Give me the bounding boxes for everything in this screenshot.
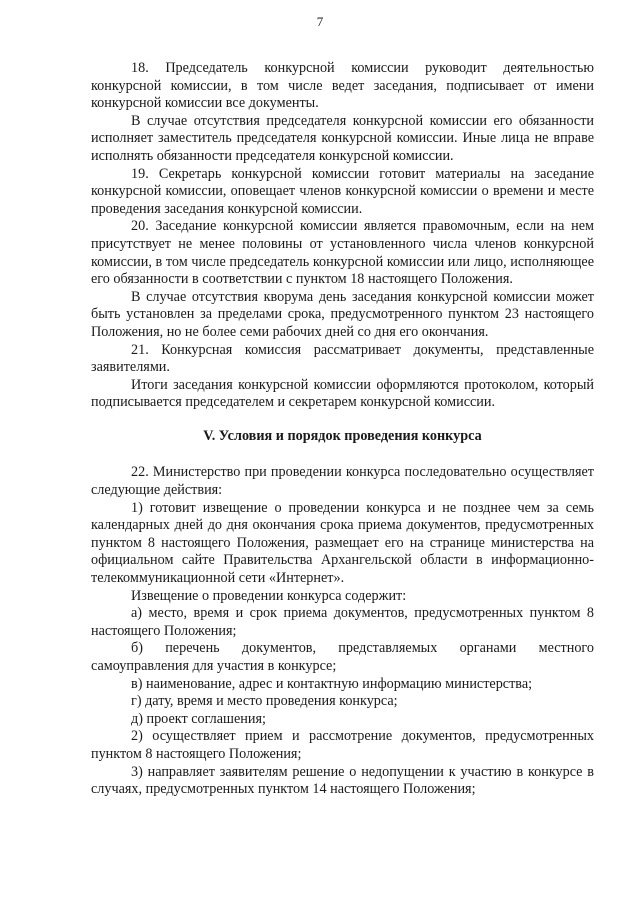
- paragraph: 3) направляет заявителям решение о недопущении к участию в конкурсе в случаях, предусмотренных пунктом 14 настоящего Положения;: [91, 763, 594, 798]
- list-item: б) перечень документов, представляемых органами местного самоуправления для участия в конкурсе;: [91, 640, 594, 674]
- page-number: 7: [316, 14, 324, 29]
- section-heading: V. Условия и порядок проведения конкурса: [203, 427, 482, 444]
- paragraph: В случае отсутствия председателя конкурсной комиссии его обязанности исполняет заместитель председателя конкурсной комиссии. Иные лица не вправе исполнять обязанности председателя конкурсной комиссии.: [91, 112, 594, 164]
- paragraph: 2) осуществляет прием и рассмотрение документов, предусмотренных пунктом 8 настоящего Положения;: [91, 728, 594, 762]
- paragraph: 19. Секретарь конкурсной комиссии готовит материалы на заседание конкурсной комиссии, оповещает членов конкурсной комиссии о времени и месте проведения заседания конкурсной комиссии.: [91, 165, 594, 217]
- list-item: д) проект соглашения;: [131, 710, 266, 727]
- paragraph: 1) готовит извещение о проведении конкурса и не позднее чем за семь календарных дней до дня окончания срока приема документов, предусмотренных пунктом 8 настоящего Положения, размещает его на странице министерства на официальном сайте Правительства Архангельской области в информационно-телекоммуникационной сети «Интернет».: [91, 499, 594, 587]
- paragraph: 22. Министерство при проведении конкурса последовательно осуществляет следующие действия:: [91, 464, 594, 499]
- paragraph: Итоги заседания конкурсной комиссии оформляются протоколом, который подписывается председателем и секретарем конкурсной комиссии.: [91, 376, 594, 411]
- list-item: а) место, время и срок приема документов, предусмотренных пунктом 8 настоящего Положения;: [91, 605, 594, 639]
- paragraph: 21. Конкурсная комиссия рассматривает документы, представленные заявителями.: [91, 341, 594, 376]
- list-item: в) наименование, адрес и контактную информацию министерства;: [131, 675, 533, 692]
- list-item: г) дату, время и место проведения конкурса;: [131, 693, 398, 710]
- paragraph: 18. Председатель конкурсной комиссии руководит деятельностью конкурсной комиссии, в том числе ведет заседания, подписывает от имени конкурсной комиссии все документы.: [91, 60, 594, 112]
- paragraph: 20. Заседание конкурсной комиссии является правомочным, если на нем присутствует не менее половины от установленного числа членов конкурсной комиссии, в том числе председатель конкурсной комиссии или лицо, исполняющее его обязанности в соответствии с пунктом 18 настоящего Положения.: [91, 218, 594, 288]
- document-body: [91, 60, 594, 799]
- paragraph: В случае отсутствия кворума день заседания конкурсной комиссии может быть установлен за пределами срока, предусмотренного пунктом 23 настоящего Положения, но не более семи рабочих дней со дня его окончания.: [91, 288, 594, 340]
- paragraph: Извещение о проведении конкурса содержит:: [131, 587, 407, 604]
